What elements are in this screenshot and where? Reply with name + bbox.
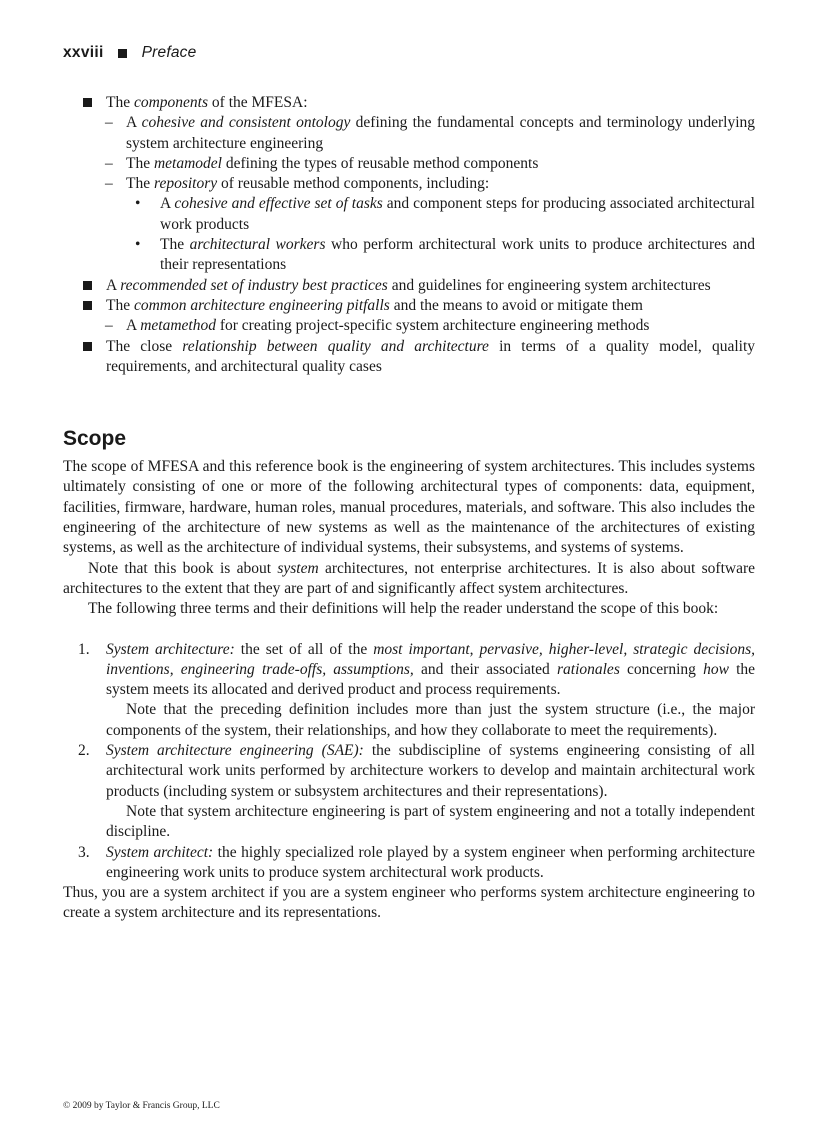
paragraph: Thus, you are a system architect if you are a system engineer who performs system architecture engineering to create a system architecture and its representations.	[63, 884, 755, 922]
square-bullet-icon	[83, 342, 92, 351]
dash-item: – A cohesive and consistent ontology defining the fundamental concepts and terminology underlying system architecture engineering	[105, 114, 756, 152]
dot-item: • A cohesive and effective set of tasks and component steps for producing associated architectural work products	[135, 195, 755, 233]
dash-marker: –	[105, 114, 113, 132]
page-body	[63, 93, 755, 924]
square-bullet-icon	[83, 281, 92, 290]
definition-item: 2. System architecture engineering (SAE): the subdiscipline of systems engineering consisting of all architectural work units performed by architecture workers to develop and maintain architectural work products (including system or subsystem architectures and their representations).	[78, 742, 755, 800]
definition-note: Note that system architecture engineering is part of system engineering and not a totally independent discipline.	[106, 802, 755, 841]
item-number: 2.	[78, 742, 90, 760]
bullet-item: The components of the MFESA:	[63, 93, 755, 113]
bullet-item: A recommended set of industry best practices and guidelines for engineering system architectures	[63, 276, 755, 296]
page-number: xxviii	[63, 44, 104, 61]
copyright-footer: © 2009 by Taylor & Francis Group, LLC	[63, 1101, 220, 1111]
bullet-item: The close relationship between quality and architecture in terms of a quality model, quality requirements, and architectural quality cases	[63, 337, 755, 378]
item-number: 3.	[78, 843, 90, 861]
bullet-item: The common architecture engineering pitfalls and the means to avoid or mitigate them	[63, 296, 755, 316]
square-bullet-icon	[83, 98, 92, 107]
dash-item: – The metamodel defining the types of reusable method components	[63, 154, 755, 174]
bullet-dot-icon: •	[135, 236, 141, 254]
definition-note: Note that the preceding definition includes more than just the system structure (i.e., the major components of the system, their relationships, and how they collaborate to meet the requirements).	[106, 701, 755, 739]
dash-marker: –	[105, 154, 113, 172]
definition-item: 1. System architecture: the set of all of the most important, pervasive, higher-level, strategic decisions, inventions, engineering trade-offs, assumptions, and their associated rationales concerning how the system meets its allocated and derived product and process requirements.	[78, 640, 756, 699]
paragraph: The scope of MFESA and this reference book is the engineering of system architectures. This includes systems ultimately consisting of one or more of the following architectural types of components: data, equipment, facilities, firmware, hardware, human roles, manual procedures, materials, and software. This also includes the engineering of the architecture of new systems as well as the maintenance of the architectures of existing systems, as well as the architecture of individual systems, their subsystems, and systems of systems.	[63, 458, 755, 557]
paragraph: Note that this book is about system architectures, not enterprise architectures. It is also about software architectures to the extent that they are part of and significantly affect system architectures.	[63, 559, 755, 597]
square-separator-icon	[118, 49, 127, 58]
dash-item: – A metamethod for creating project-specific system architecture engineering methods	[63, 316, 755, 336]
dash-marker: –	[105, 317, 113, 335]
item-number: 1.	[78, 640, 90, 658]
dash-item: – The repository of reusable method components, including:	[63, 174, 755, 194]
dot-item: • The architectural workers who perform architectural work units to produce architectures and their representations	[135, 236, 756, 274]
definition-item: 3. System architect: the highly specialized role played by a system engineer when performing architecture engineering work units to produce system architectural work products.	[78, 843, 756, 881]
term: System architect:	[106, 843, 214, 861]
term: System architecture engineering (SAE):	[106, 742, 364, 760]
definition-list	[63, 640, 755, 884]
dash-marker: –	[105, 175, 113, 193]
paragraph: The following three terms and their definitions will help the reader understand the scope of this book:	[88, 600, 719, 618]
bullet-dot-icon: •	[135, 195, 141, 213]
term: System architecture:	[106, 640, 235, 658]
square-bullet-icon	[83, 301, 92, 310]
section-heading: Scope	[63, 427, 127, 451]
running-title: Preface	[141, 44, 197, 61]
running-header	[63, 42, 196, 64]
